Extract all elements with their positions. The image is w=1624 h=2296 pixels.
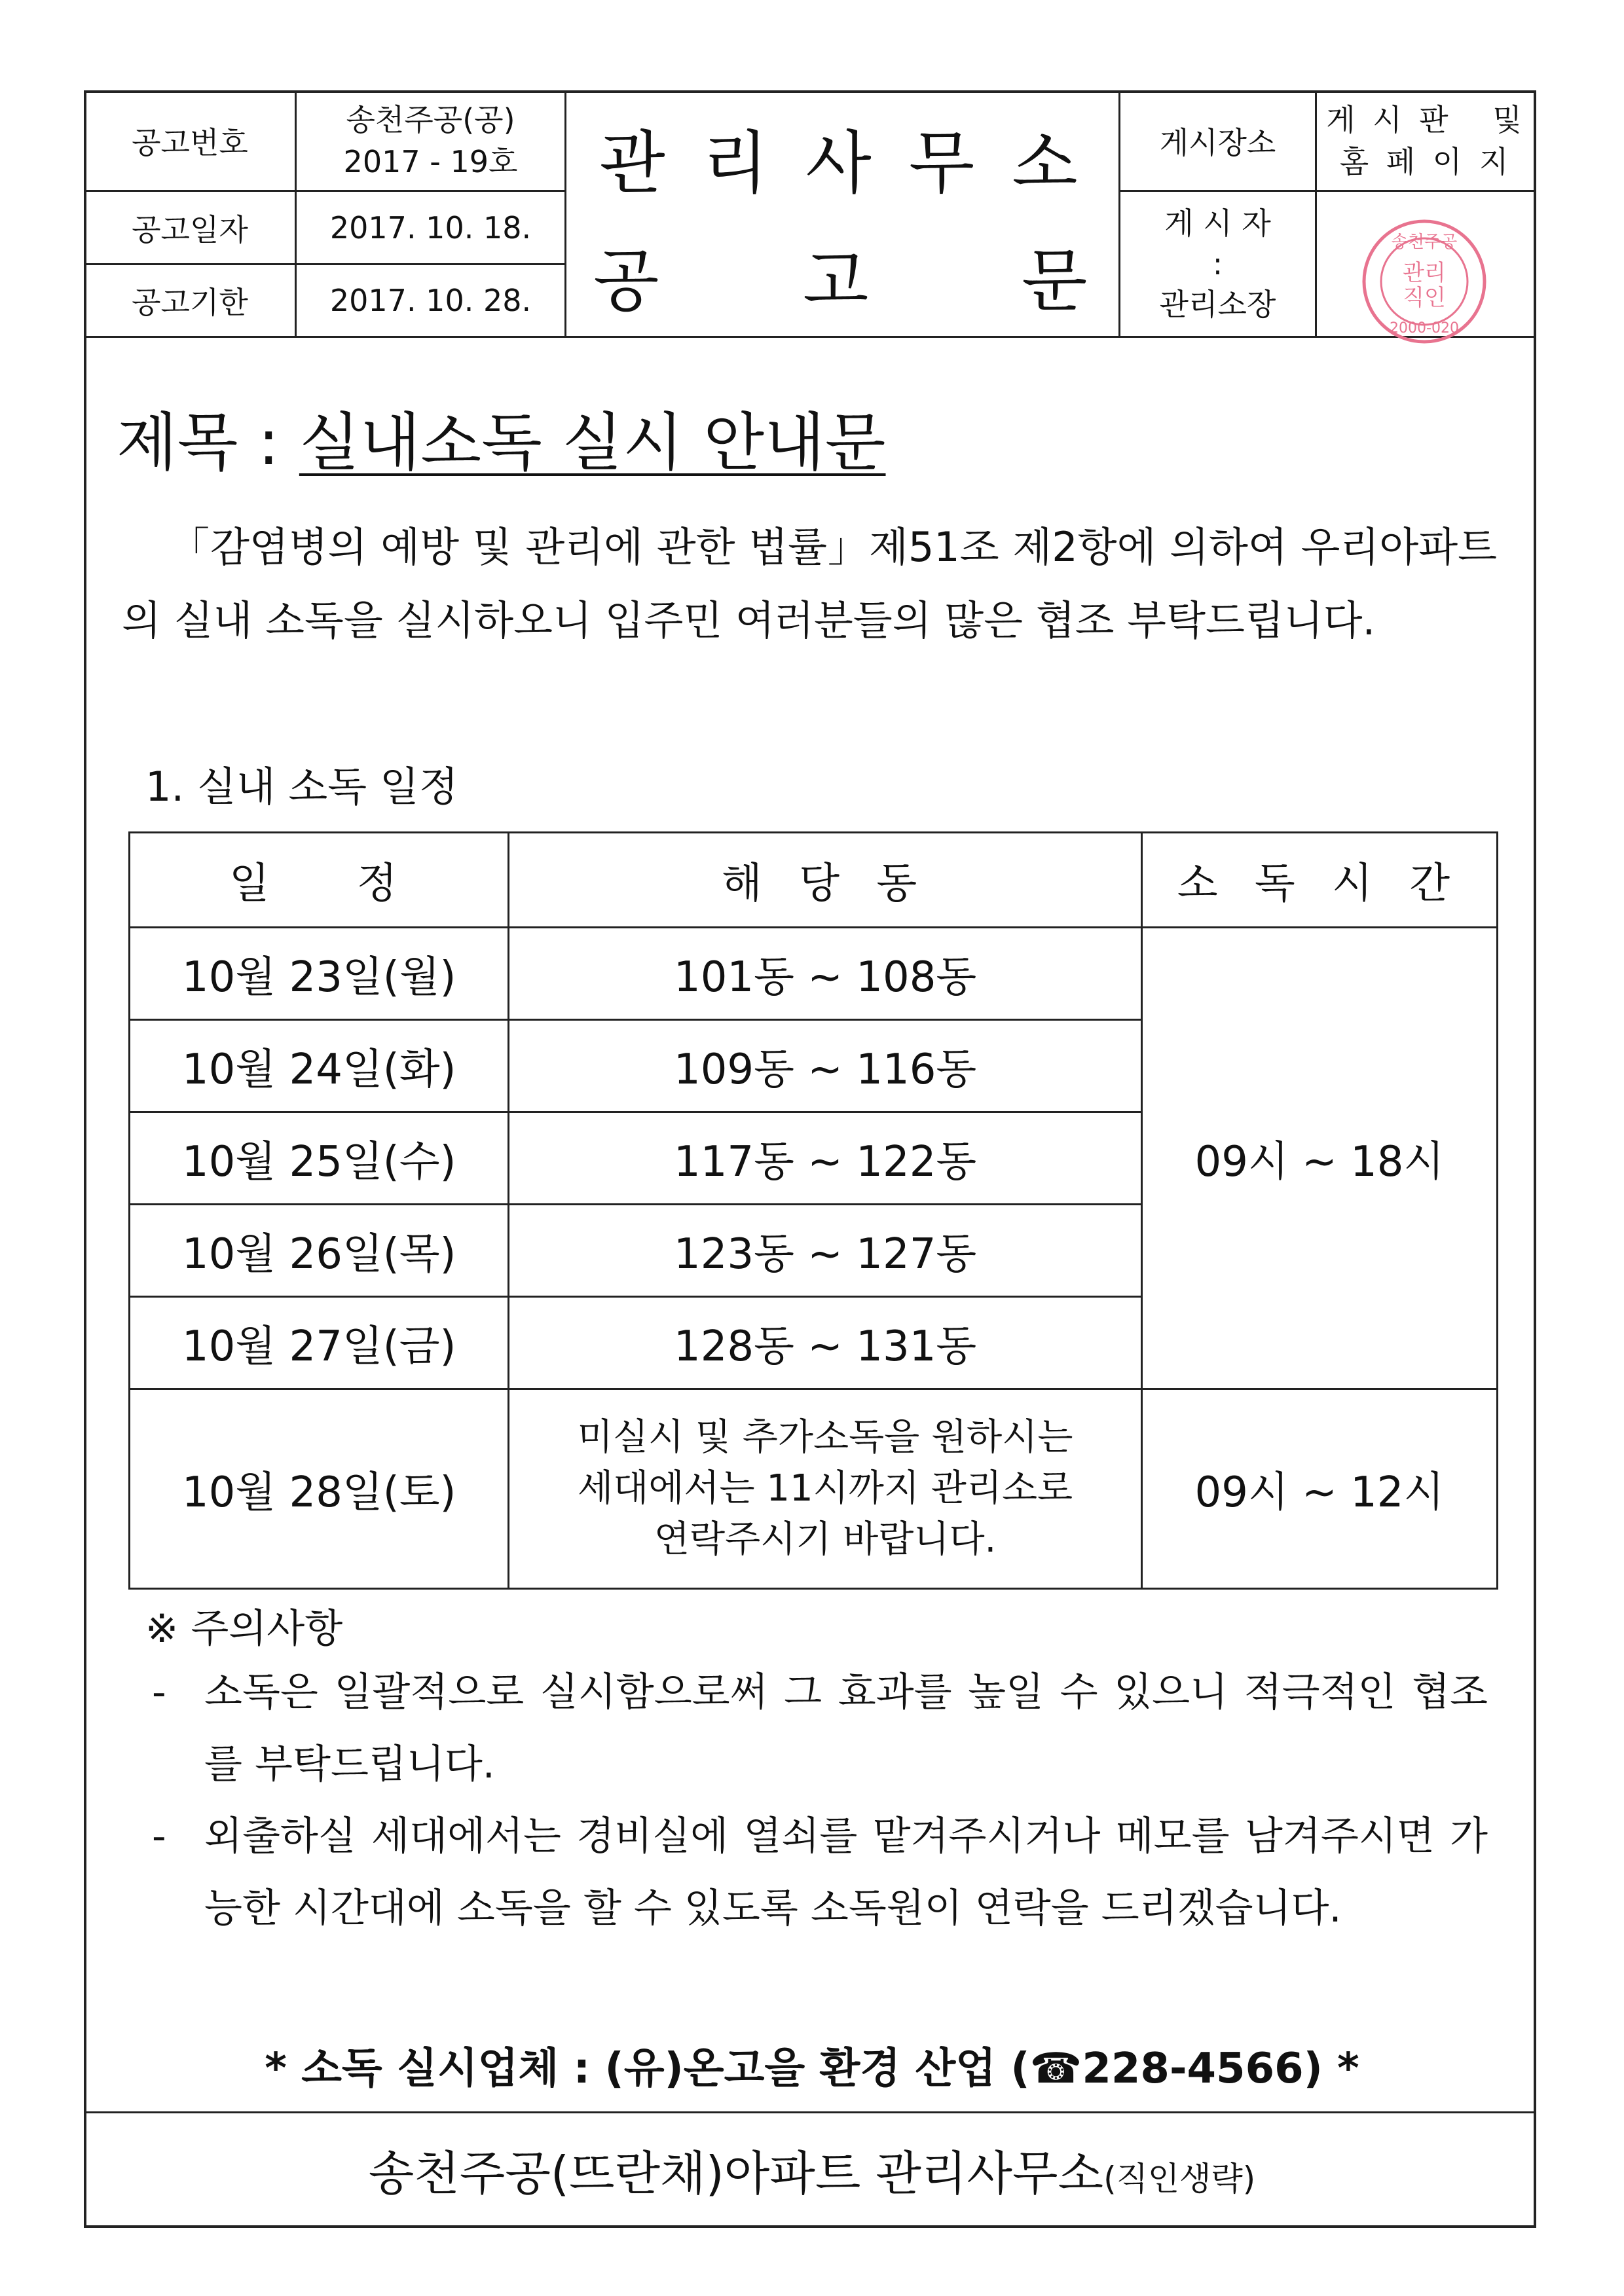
- vendor-line: * 소독 실시업체 : (유)온고을 환경 산업 (☎228-4566) *: [265, 2045, 1359, 2093]
- merged-time: 09시 ~ 18시: [1141, 928, 1497, 1389]
- svg-text:관리: 관리: [1403, 260, 1446, 286]
- schedule-section-title: 1. 실내 소독 일정: [145, 763, 458, 811]
- row-date: 10월 26일(목): [130, 1205, 509, 1297]
- note-line2: 세대에서는 11시까지 관리소로: [578, 1467, 1073, 1510]
- schedule-table: [128, 831, 1498, 1590]
- notice-date-label: 공고일자: [132, 211, 248, 247]
- note-line3: 연락주시기 바랍니다.: [654, 1518, 997, 1561]
- document-title: [117, 393, 886, 483]
- row-buildings: 117동 ~ 122동: [509, 1112, 1141, 1205]
- svg-text:송천주공: 송천주공: [1391, 232, 1458, 252]
- header-buildings: 해 당 동: [509, 833, 1141, 928]
- row-date: 10월 28일(토): [130, 1389, 509, 1589]
- poster-line1: 게 시 자: [1164, 206, 1271, 241]
- post-place-line2: 홈 페 이 지: [1339, 144, 1513, 179]
- row-time: 09시 ~ 12시: [1141, 1389, 1497, 1589]
- header-bottom-line: [84, 336, 1536, 338]
- post-place-value: [1317, 92, 1535, 190]
- post-place-label: 게시장소: [1159, 125, 1276, 160]
- row-buildings: 109동 ~ 116동: [509, 1020, 1141, 1112]
- notice-word-c: 문: [1022, 241, 1088, 321]
- post-place-line1: 게 시 판 및: [1326, 102, 1526, 137]
- notice-word-a: 공: [593, 241, 659, 321]
- notice-deadline-label: 공고기한: [132, 285, 248, 320]
- caution-item-text: 외출하실 세대에서는 경비실에 열쇠를 맡겨주시거나 메모를 남겨주시면 가능한 시간대에 소독을 할 수 있도록 소독원이 연락을 드리겠습니다.: [204, 1813, 1488, 1931]
- caution-title: ※ 주의사항: [145, 1606, 343, 1652]
- table-row: [130, 928, 1498, 1020]
- row-date: 10월 24일(화): [130, 1020, 509, 1112]
- caution-item-text: 소독은 일괄적으로 실시함으로써 그 효과를 높일 수 있으니 적극적인 협조를 부탁드립니다.: [204, 1669, 1488, 1787]
- row-date: 10월 23일(월): [130, 928, 509, 1020]
- footer-office: 송천주공(뜨란채)아파트 관리사무소: [368, 2146, 1104, 2201]
- poster-line3: 관리소장: [1159, 287, 1276, 322]
- dash-mark: -: [152, 1669, 166, 1715]
- row-note: [509, 1389, 1141, 1589]
- dash-mark: -: [152, 1813, 166, 1859]
- header-time: 소 독 시 간: [1141, 833, 1497, 928]
- table-row: [130, 1389, 1498, 1589]
- intro-paragraph: 「감염병의 예방 및 관리에 관한 법률」제51조 제2항에 의하여 우리아파트의 실내 소독을 실시하오니 입주민 여러분들의 많은 협조 부탁드립니다.: [122, 523, 1497, 644]
- notice-date-value: 2017. 10. 18.: [329, 210, 532, 246]
- poster-label: [1120, 192, 1315, 336]
- footer-seal-note: (직인생략): [1103, 2160, 1256, 2198]
- row-buildings: 123동 ~ 127동: [509, 1205, 1141, 1297]
- header-date: 일 정: [130, 833, 509, 928]
- notice-no-value: [297, 92, 564, 190]
- title-prefix: 제목 :: [117, 406, 299, 479]
- row-buildings: 101동 ~ 108동: [509, 928, 1141, 1020]
- notice-no-line2: 2017 - 19호: [343, 144, 518, 179]
- note-line1: 미실시 및 추가소독을 원하시는: [577, 1416, 1073, 1459]
- row-buildings: 128동 ~ 131동: [509, 1297, 1141, 1389]
- notice-no-label: 공고번호: [132, 125, 248, 160]
- notice-deadline-value: 2017. 10. 28.: [329, 283, 532, 318]
- footer-divider: [84, 2111, 1536, 2113]
- row-date: 10월 25일(수): [130, 1112, 509, 1205]
- title-subject: 실내소독 실시 안내문: [299, 406, 886, 479]
- office-title: 관 리 사 무 소: [599, 123, 1086, 203]
- notice-word-b: 고: [803, 241, 869, 321]
- notice-no-line1: 송천주공(공): [346, 102, 515, 137]
- poster-line2: :: [1212, 246, 1223, 282]
- row-date: 10월 27일(금): [130, 1297, 509, 1389]
- svg-text:2000-020: 2000-020: [1390, 320, 1459, 337]
- official-seal-stamp: [1359, 216, 1490, 347]
- caution-item: [152, 1800, 1488, 2023]
- table-header-row: [130, 833, 1498, 928]
- footer: [0, 2136, 1624, 2204]
- svg-text:직인: 직인: [1403, 285, 1446, 311]
- caution-item: [152, 1656, 1488, 1807]
